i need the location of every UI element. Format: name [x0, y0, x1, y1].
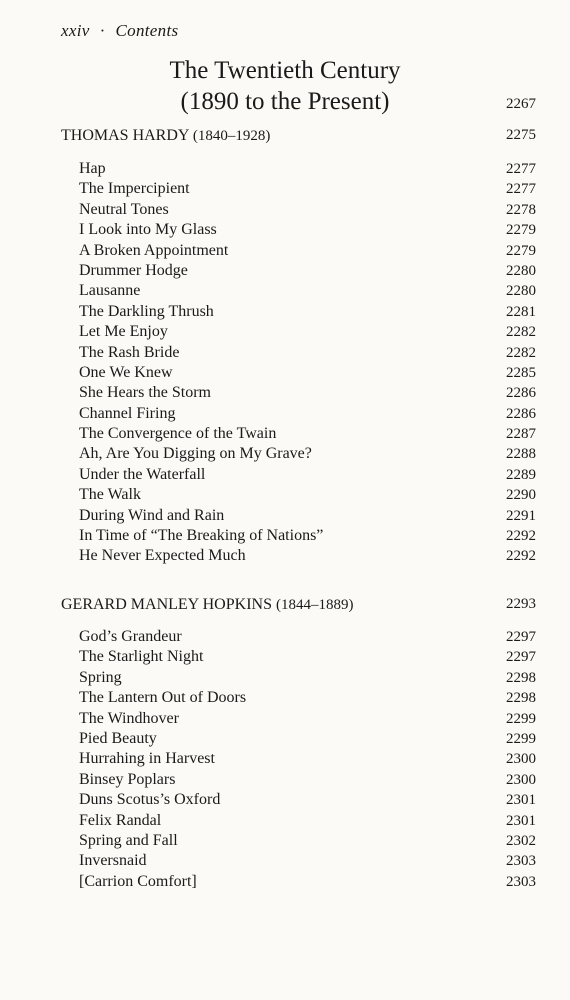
poem-page: 2301 — [506, 792, 536, 809]
poem-title: Hap — [79, 160, 106, 177]
list-item — [79, 648, 536, 668]
poem-page: 2289 — [506, 466, 536, 483]
poem-title: Pied Beauty — [79, 729, 157, 747]
poem-title: [Carrion Comfort] — [79, 872, 197, 890]
list-item — [79, 425, 536, 445]
list-item — [79, 669, 536, 689]
poem-title: Hurrahing in Harvest — [79, 750, 215, 768]
list-item — [79, 873, 536, 893]
poem-title: He Never Expected Much — [79, 547, 246, 565]
poem-title: Ah, Are You Digging on My Grave? — [79, 445, 312, 463]
list-item — [79, 242, 536, 262]
list-item — [79, 852, 536, 872]
poem-page: 2298 — [506, 669, 536, 686]
poem-page: 2299 — [506, 730, 536, 747]
list-item — [79, 750, 536, 770]
list-item — [79, 628, 536, 648]
section-title-line1: The Twentieth Century — [169, 57, 401, 84]
poem-page: 2288 — [506, 446, 536, 463]
poem-title: Duns Scotus’s Oxford — [79, 791, 221, 809]
poem-page: 2277 — [506, 161, 536, 177]
poem-title: She Hears the Storm — [79, 384, 211, 402]
poem-title: During Wind and Rain — [79, 506, 225, 524]
author-name: GERARD MANLEY HOPKINS — [61, 596, 272, 613]
list-item — [79, 221, 536, 241]
author-page: 2275 — [506, 127, 536, 143]
list-item — [79, 791, 536, 811]
author-name: THOMAS HARDY — [61, 127, 189, 144]
poem-page: 2291 — [506, 507, 536, 524]
poem-title: Drummer Hodge — [79, 261, 188, 279]
poem-title: The Impercipient — [79, 180, 190, 198]
poem-page: 2292 — [506, 548, 536, 565]
poem-page: 2301 — [506, 812, 536, 829]
poem-title: The Lantern Out of Doors — [79, 689, 247, 707]
poem-title: A Broken Appointment — [79, 241, 229, 259]
poem-page: 2278 — [506, 201, 536, 218]
poem-title: The Rash Bride — [79, 343, 180, 361]
poem-title: Under the Waterfall — [79, 465, 206, 483]
list-item — [79, 384, 536, 404]
poem-page: 2282 — [506, 324, 536, 341]
poem-title: Spring — [79, 668, 122, 686]
author-name-line — [61, 127, 270, 145]
poem-page: 2300 — [506, 751, 536, 768]
list-item — [79, 507, 536, 527]
list-item — [79, 303, 536, 323]
poem-page: 2280 — [506, 283, 536, 300]
poem-page: 2285 — [506, 364, 536, 381]
poem-page: 2290 — [506, 487, 536, 504]
author-dates: (1840–1928) — [192, 128, 271, 144]
poem-page: 2297 — [506, 649, 536, 666]
poem-page: 2302 — [506, 832, 536, 849]
section-page-number: 2267 — [506, 96, 536, 112]
poem-title: One We Knew — [79, 363, 173, 381]
list-item — [79, 771, 536, 791]
author-heading — [61, 127, 536, 145]
list-item — [79, 730, 536, 750]
poem-title: Spring and Fall — [79, 831, 178, 849]
list-item — [79, 282, 536, 302]
list-item — [79, 323, 536, 343]
list-item — [79, 527, 536, 547]
list-item — [79, 180, 536, 200]
section-title-line2: (1890 to the Present) — [180, 88, 390, 115]
poem-page: 2286 — [506, 405, 536, 422]
list-item — [79, 710, 536, 730]
author-heading — [61, 596, 536, 614]
list-item — [79, 812, 536, 832]
poem-page: 2303 — [506, 873, 536, 890]
section-title — [100, 55, 470, 117]
list-item — [79, 160, 536, 180]
poem-title: The Windhover — [79, 709, 179, 727]
poem-page: 2281 — [506, 303, 536, 320]
author-dates: (1844–1889) — [275, 597, 354, 613]
poem-page: 2279 — [506, 242, 536, 259]
author-page: 2293 — [506, 596, 536, 612]
poem-page: 2277 — [506, 181, 536, 198]
poem-list-hardy — [79, 160, 536, 568]
poem-page: 2292 — [506, 528, 536, 545]
poem-title: The Darkling Thrush — [79, 302, 214, 320]
poem-page: 2303 — [506, 853, 536, 870]
list-item — [79, 262, 536, 282]
list-item — [79, 689, 536, 709]
list-item — [79, 466, 536, 486]
list-item — [79, 364, 536, 384]
poem-page: 2298 — [506, 690, 536, 707]
poem-title: Felix Randal — [79, 811, 162, 829]
separator: · — [99, 21, 106, 40]
running-head — [61, 21, 178, 41]
poem-list-hopkins — [79, 628, 536, 893]
poem-page: 2282 — [506, 344, 536, 361]
poem-title: The Convergence of the Twain — [79, 425, 277, 443]
poem-title: I Look into My Glass — [79, 221, 217, 239]
poem-page: 2287 — [506, 426, 536, 443]
poem-title: Lausanne — [79, 282, 141, 300]
poem-title: Channel Firing — [79, 404, 176, 422]
poem-title: God’s Grandeur — [79, 628, 182, 645]
list-item — [79, 405, 536, 425]
poem-page: 2286 — [506, 385, 536, 402]
poem-page: 2279 — [506, 222, 536, 239]
poem-title: The Walk — [79, 486, 141, 504]
poem-page: 2299 — [506, 710, 536, 727]
list-item — [79, 486, 536, 506]
poem-page: 2280 — [506, 262, 536, 279]
list-item — [79, 344, 536, 364]
list-item — [79, 547, 536, 567]
poem-title: The Starlight Night — [79, 648, 204, 666]
list-item — [79, 445, 536, 465]
poem-page: 2297 — [506, 629, 536, 645]
author-name-line — [61, 596, 353, 614]
page-number: xxiv — [61, 21, 90, 40]
list-item — [79, 201, 536, 221]
poem-title: Let Me Enjoy — [79, 323, 168, 341]
poem-title: Neutral Tones — [79, 200, 169, 218]
list-item — [79, 832, 536, 852]
poem-title: In Time of “The Breaking of Nations” — [79, 527, 324, 545]
running-head-title: Contents — [115, 21, 179, 40]
poem-title: Binsey Poplars — [79, 770, 176, 788]
poem-title: Inversnaid — [79, 852, 147, 870]
poem-page: 2300 — [506, 771, 536, 788]
